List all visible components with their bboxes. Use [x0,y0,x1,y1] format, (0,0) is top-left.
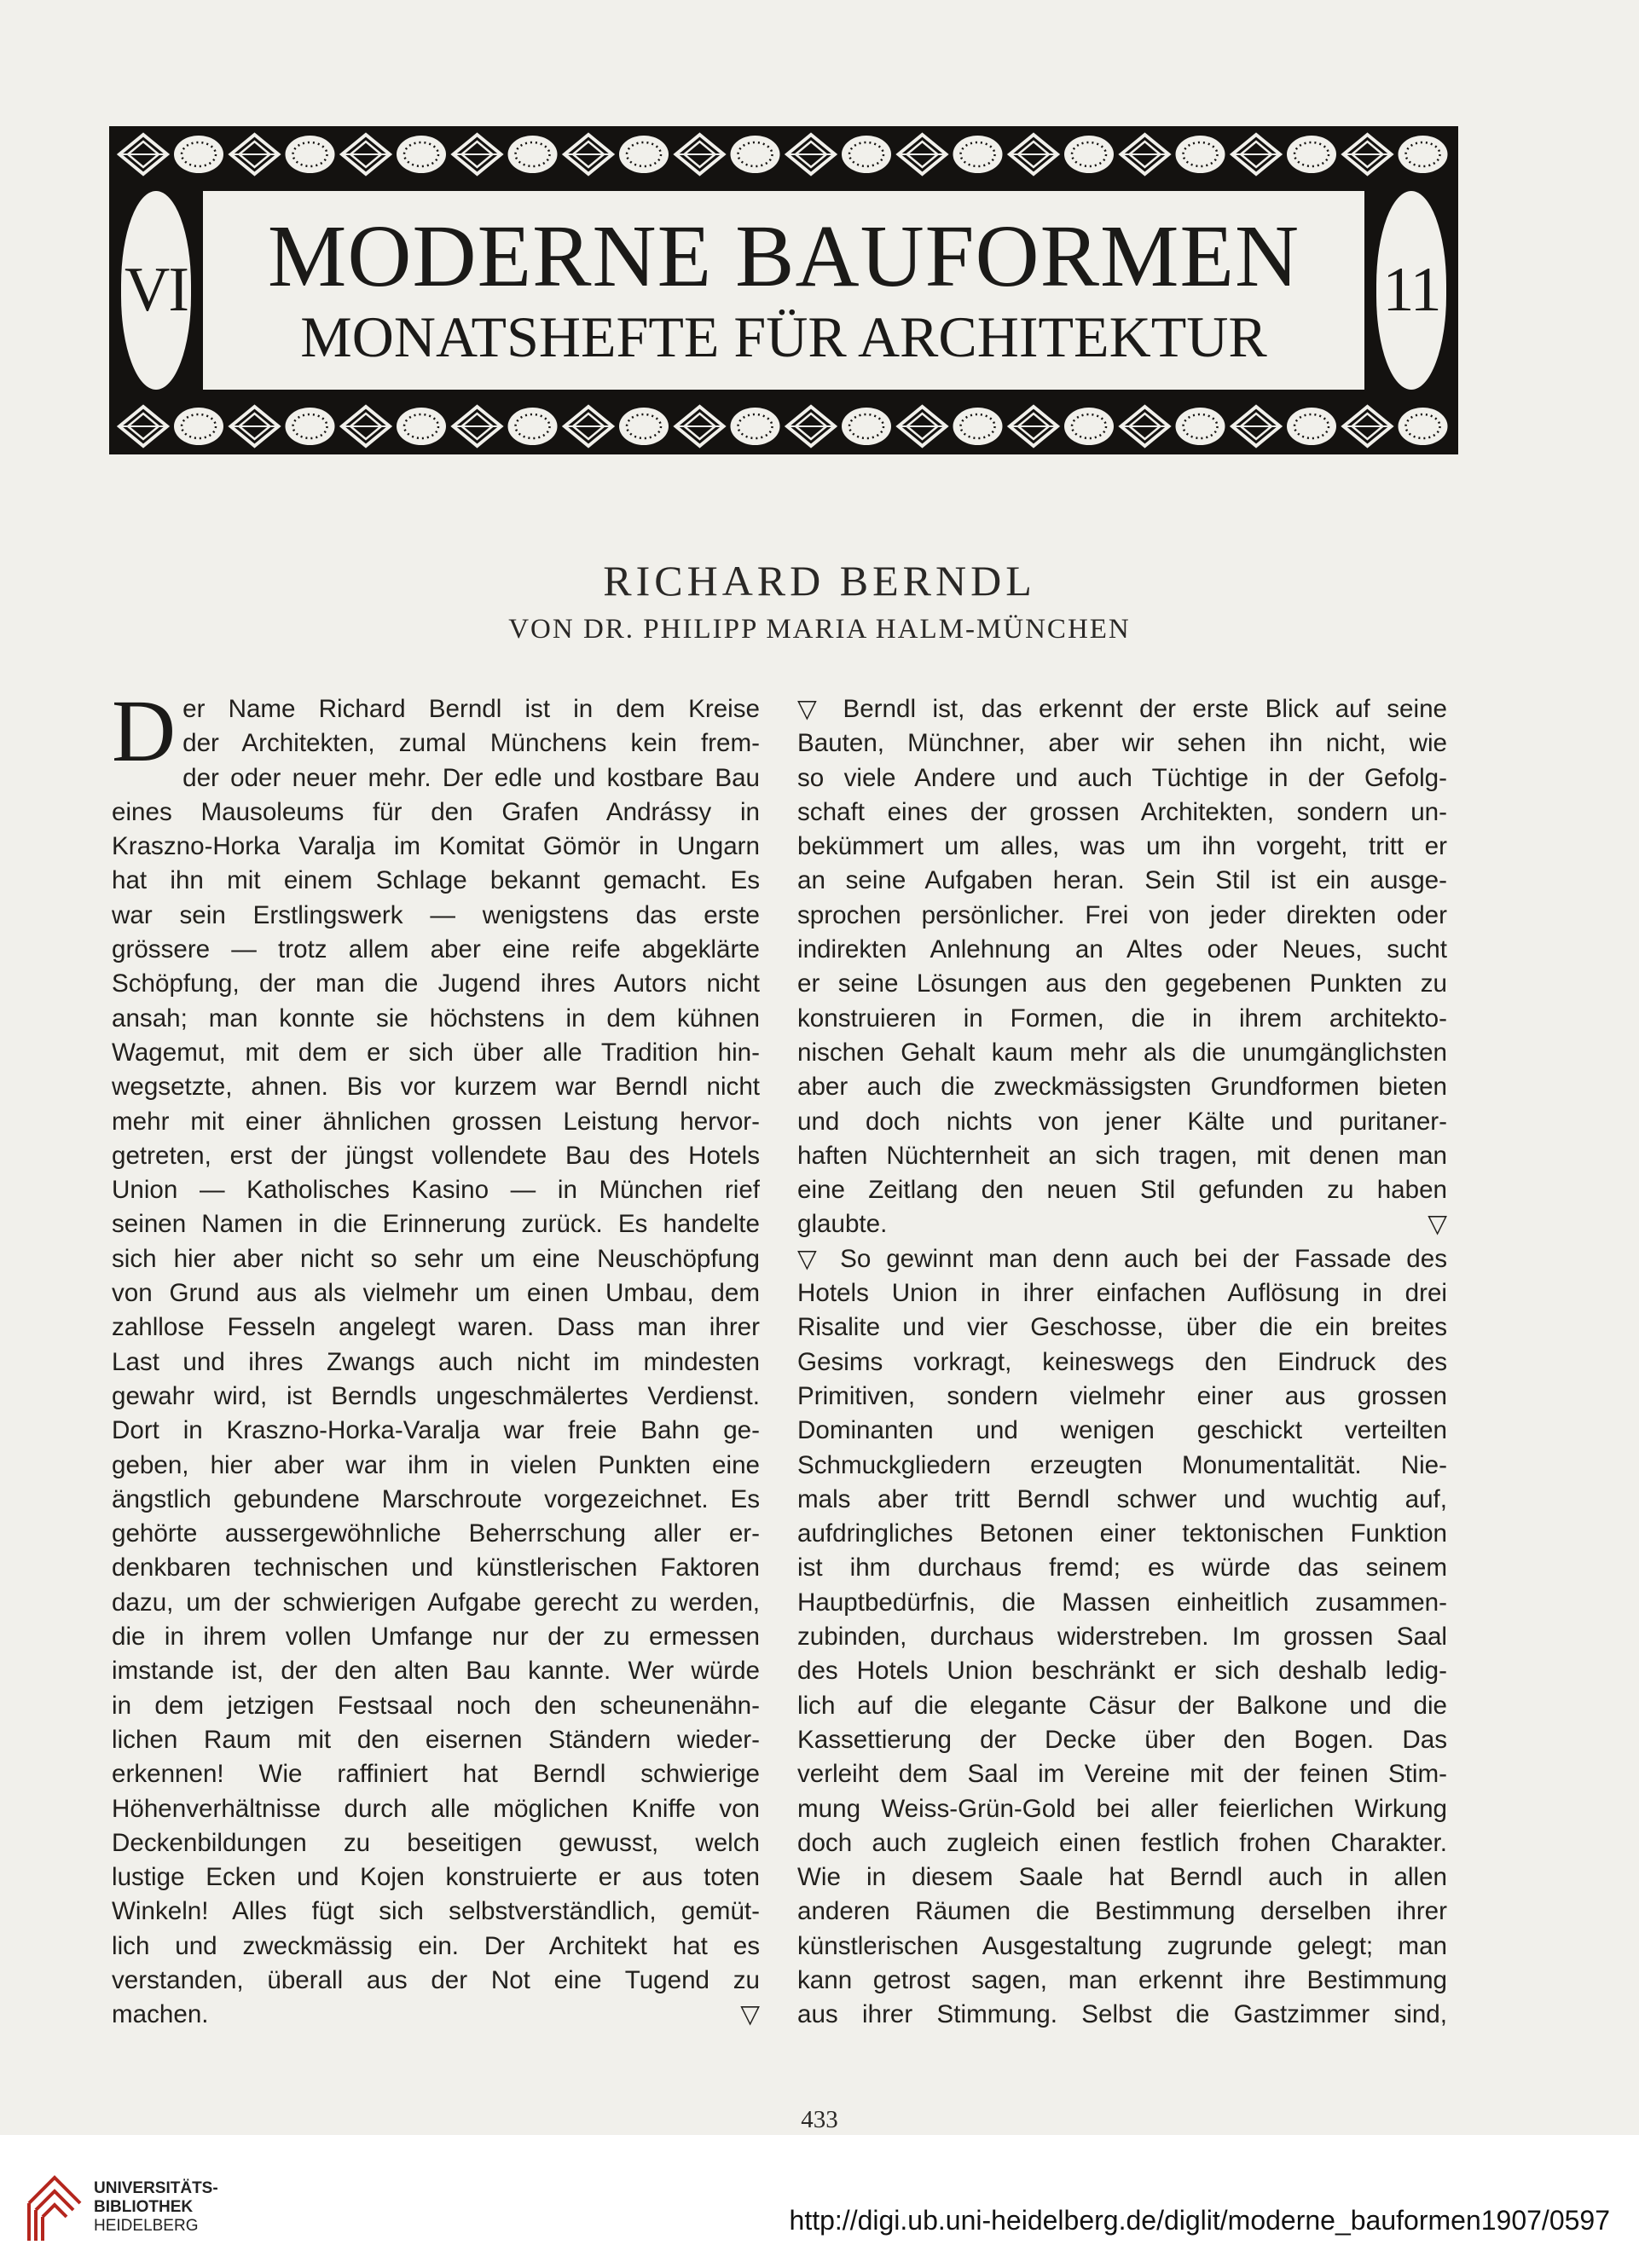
masthead-title-box [203,191,1364,390]
text-line: schaft eines der grossen Architekten, sondern un- [797,797,1447,826]
text-line: wegsetzte, ahnen. Bis vor kurzem war Berndl nicht [112,1073,760,1102]
volume-oval [121,191,191,390]
text-line: ▽ So gewinnt man denn auch bei der Fassade des [797,1244,1447,1273]
text-line: Union — Katholisches Kasino — in München rief [112,1176,760,1205]
text-line: nischen Gehalt kaum mehr als die unumgänglichsten [797,1038,1447,1067]
text-line: lichen Raum mit den eisernen Ständern wieder- [112,1725,760,1754]
volume-number: VI [124,255,188,325]
text-line: Schöpfung, der man die Jugend ihres Autors nicht [112,969,760,998]
paragraph-end-mark: ▽ [740,2000,760,2029]
text-line: der Architekten, zumal Münchens kein frem- [182,729,760,758]
text-line: Risalite und vier Geschosse, über die ein breites [797,1313,1447,1342]
text-line: lustige Ecken und Kojen konstruierte er aus toten [112,1863,760,1892]
text-line: haften Nüchternheit an sich tragen, mit denen man [797,1141,1447,1170]
text-line: mehr mit einer ähnlichen grossen Leistung hervor- [112,1107,760,1136]
text-line: und doch nichts von jener Kälte und puritaner- [797,1107,1447,1136]
text-line: anderen Räumen die Bestimmung derselben ihrer [797,1897,1447,1926]
journal-title: MODERNE BAUFORMEN [267,206,1300,305]
text-line: grössere — trotz allem aber eine reife abgeklärte [112,935,760,964]
text-line: ▽ Berndl ist, das erkennt der erste Blick auf seine [797,695,1447,723]
text-line: mals aber tritt Berndl schwer und wuchtig auf, [797,1484,1447,1513]
text-line: Hotels Union in ihrer einfachen Auflösung in drei [797,1279,1447,1308]
library-name-line3: HEIDELBERG [94,2217,199,2235]
text-line: sprochen persönlicher. Frei von jeder direkten oder [797,900,1447,929]
text-line: in dem jetzigen Festsaal noch den scheunenähn- [112,1691,760,1720]
text-line: Wagemut, mit dem er sich über alle Tradition hin- [112,1038,760,1067]
text-line: an seine Aufgaben heran. Sein Stil ist ein ausge- [797,866,1447,895]
text-line: verstanden, überall aus der Not eine Tugend zu [112,1965,760,1994]
issue-oval [1376,191,1446,390]
text-line: ist ihm durchaus fremd; es würde das seinem [797,1553,1447,1582]
text-line: der oder neuer mehr. Der edle und kostbare Bau [182,763,760,792]
page-number: 433 [801,2106,838,2133]
text-line: Winkeln! Alles fügt sich selbstverständlich, gemüt- [112,1897,760,1926]
journal-subtitle: MONATSHEFTE FÜR ARCHITEKTUR [300,304,1267,369]
text-line: aber auch die zweckmässigsten Grundformen bieten [797,1073,1447,1102]
issue-number: 11 [1382,255,1440,325]
text-line: Höhenverhältnisse durch alle möglichen Kniffe von [112,1794,760,1823]
ornament-band-top [116,130,1451,179]
text-line: bekümmert um alles, was um ihn vorgeht, tritt er [797,832,1447,861]
text-line: erkennen! Wie raffiniert hat Berndl schwierige [112,1760,760,1789]
article-title: RICHARD BERNDL [603,557,1036,605]
viewer-footer [0,2135,1639,2268]
text-line: des Hotels Union beschränkt er sich deshalb ledig- [797,1657,1447,1686]
text-line: glaubte. ▽ [797,1207,1447,1241]
text-line: zubinden, durchaus widerstreben. Im grossen Saal [797,1623,1447,1652]
text-line: Wie in diesem Saale hat Berndl auch in allen [797,1863,1447,1892]
text-line: Schmuckgliedern erzeugten Monumentalität. Nie- [797,1450,1447,1479]
text-line: aus ihrer Stimmung. Selbst die Gastzimmer sind, [797,2000,1447,2029]
text-line: Deckenbildungen zu beseitigen gewusst, welch [112,1828,760,1857]
text-line: lich und zweckmässig ein. Der Architekt hat es [112,1931,760,1960]
text-line: zahllose Fesseln angelegt waren. Dass man ihrer [112,1313,760,1342]
text-line: aufdringliches Betonen einer tektonischen Funktion [797,1519,1447,1548]
text-line: hat ihn mit einem Schlage bekannt gemacht. Es [112,866,760,895]
text-line: war sein Erstlingswerk — wenigstens das erste [112,900,760,929]
text-line: eine Zeitlang den neuen Stil gefunden zu haben [797,1176,1447,1205]
text-line: ängstlich gebundene Marschroute vorgezeichnet. Es [112,1484,760,1513]
text-line: Last und ihres Zwangs auch nicht im mindesten [112,1347,760,1376]
drop-cap: D [112,682,177,780]
text-line: verleiht dem Saal im Vereine mit der feinen Stim- [797,1760,1447,1789]
text-line: denkbaren technischen und künstlerischen Faktoren [112,1553,760,1582]
text-line: so viele Andere und auch Tüchtige in der Gefolg- [797,763,1447,792]
ornament-band-bottom-graphic [116,402,1451,451]
text-line: ansah; man konnte sie höchstens in dem kühnen [112,1004,760,1033]
text-line: Hauptbedürfnis, die Massen einheitlich zusammen- [797,1588,1447,1617]
text-line: sich hier aber nicht so sehr um eine Neuschöpfung [112,1244,760,1273]
text-line: Primitiven, sondern vielmehr einer aus grossen [797,1381,1447,1410]
text-line: er Name Richard Berndl ist in dem Kreise [182,695,760,723]
text-column-left [112,682,760,2033]
text-line: indirekten Anlehnung an Altes oder Neues, sucht [797,935,1447,964]
masthead-middle [116,188,1451,393]
text-line: künstlerischen Ausgestaltung zugrunde gelegt; man [797,1931,1447,1960]
text-line: seinen Namen in die Erinnerung zurück. Es handelte [112,1210,760,1239]
text-line: lich auf die elegante Cäsur der Balkone und die [797,1691,1447,1720]
text-line: dazu, um der schwierigen Aufgabe gerecht zu werden, [112,1588,760,1617]
library-name[interactable] [94,2179,218,2236]
text-line: Dort in Kraszno-Horka-Varalja war freie Bahn ge- [112,1416,760,1445]
ornament-band-top-graphic [116,130,1451,179]
text-line: Dominanten und wenigen geschickt verteilten [797,1416,1447,1445]
page-url-link[interactable]: http://digi.ub.uni-heidelberg.de/diglit/moderne_bauformen1907/0597 [789,2205,1610,2236]
library-logo-icon[interactable] [20,2169,89,2246]
text-line: imstande ist, der den alten Bau kannte. Wer würde [112,1657,760,1686]
masthead [109,126,1458,454]
text-line: gewahr wird, ist Berndls ungeschmälertes Verdienst. [112,1381,760,1410]
text-line: Kraszno-Horka Varalja im Komitat Gömör in Ungarn [112,832,760,861]
text-line: geben, hier aber war ihm in vielen Punkten eine [112,1450,760,1479]
text-line: die in ihrem vollen Umfange nur der zu ermessen [112,1623,760,1652]
text-line: machen. ▽ [112,1998,760,2032]
ornament-band-bottom [116,402,1451,451]
text-line: Bauten, Münchner, aber wir sehen ihn nicht, wie [797,729,1447,758]
text-line: mung Weiss-Grün-Gold bei aller feierlichen Wirkung [797,1794,1447,1823]
paragraph-end-mark: ▽ [1428,1210,1447,1239]
text-line: konstruieren in Formen, die in ihrem architekto- [797,1004,1447,1033]
text-column-right [797,692,1447,2033]
text-line: Kassettierung der Decke über den Bogen. Das [797,1725,1447,1754]
library-name-line1: UNIVERSITÄTS- [94,2179,218,2197]
library-name-line2: BIBLIOTHEK [94,2198,194,2216]
text-line: kann getrost sagen, man erkennt ihre Bestimmung [797,1965,1447,1994]
text-line: von Grund aus als vielmehr um einen Umbau, dem [112,1279,760,1308]
text-line: Gesims vorkragt, keineswegs den Eindruck des [797,1347,1447,1376]
text-line: er seine Lösungen aus den gegebenen Punkten zu [797,969,1447,998]
text-line: doch auch zugleich einen festlich frohen Charakter. [797,1828,1447,1857]
text-line: eines Mausoleums für den Grafen Andrássy in [112,797,760,826]
text-line: getreten, erst der jüngst vollendete Bau des Hotels [112,1141,760,1170]
text-line: gehörte aussergewöhnliche Beherrschung aller er- [112,1519,760,1548]
article-byline: VON DR. PHILIPP MARIA HALM-MÜNCHEN [508,614,1131,645]
